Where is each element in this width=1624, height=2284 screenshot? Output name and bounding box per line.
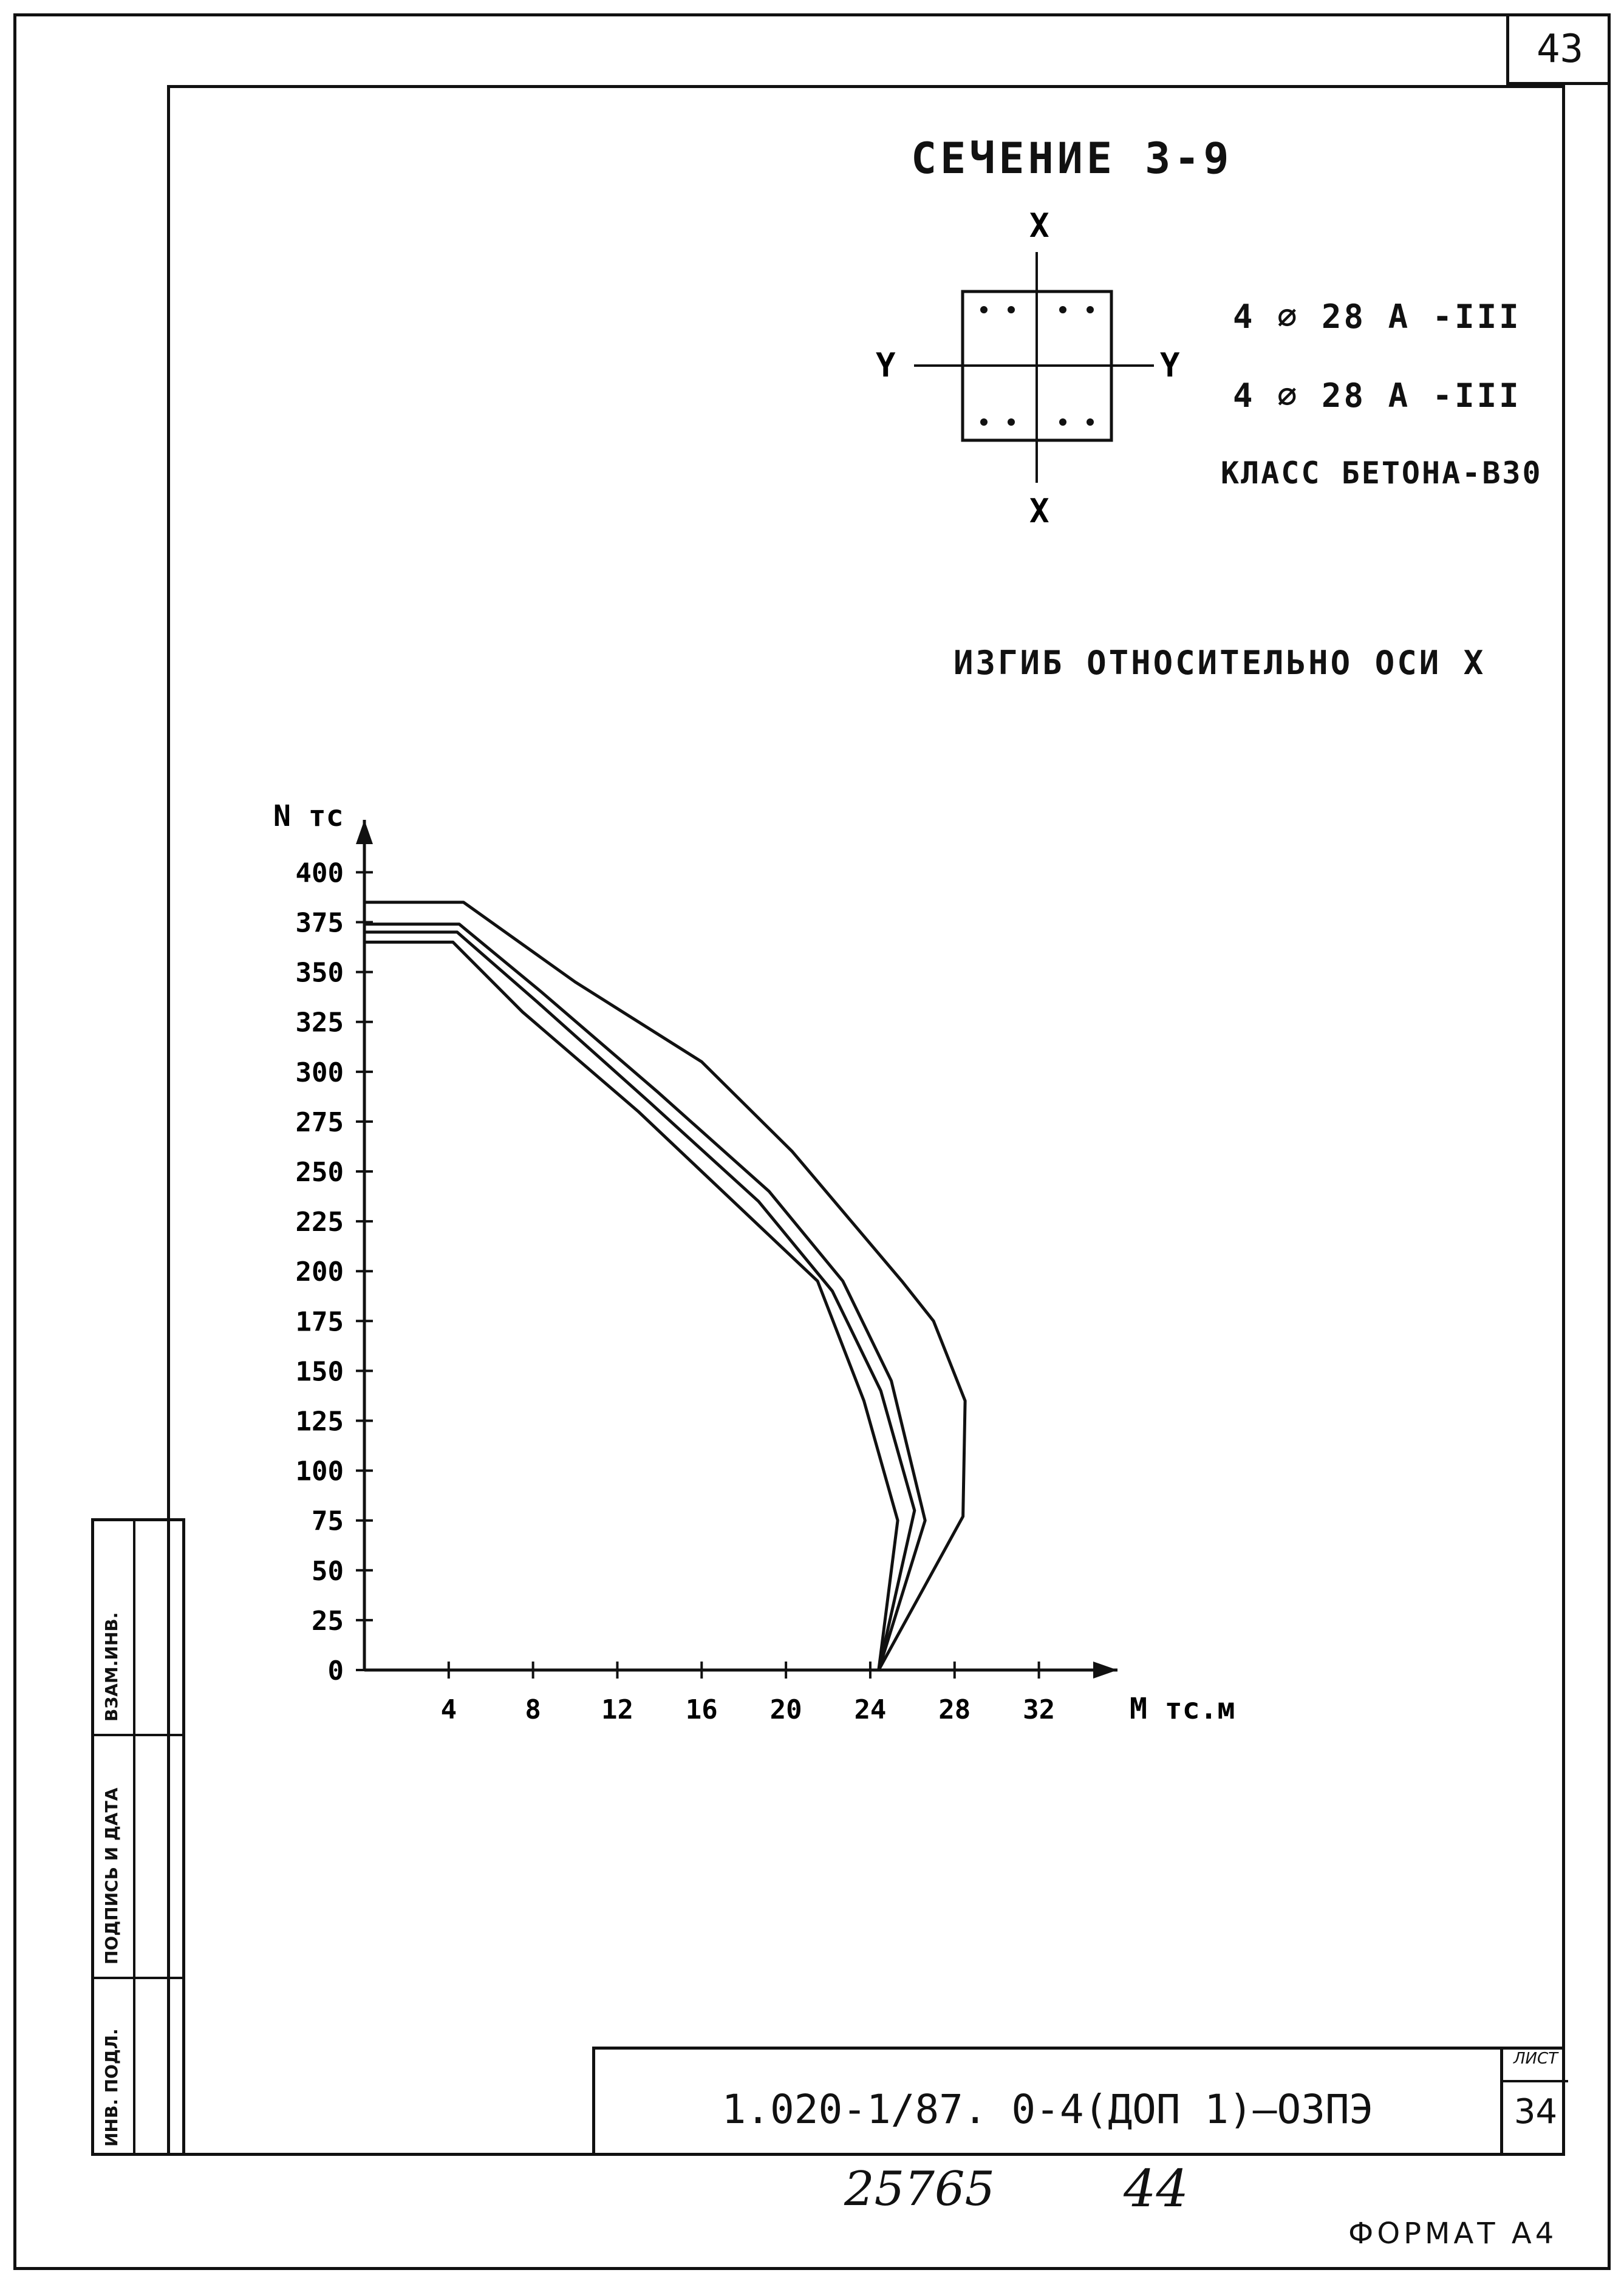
y-axis-arrow bbox=[356, 820, 373, 844]
section-heading: СЕЧЕНИЕ 3-9 bbox=[911, 134, 1233, 183]
chart-axes bbox=[356, 820, 1117, 1679]
y-tick-label: 100 bbox=[295, 1456, 344, 1487]
x-tick-label: 20 bbox=[769, 1694, 802, 1725]
stamp-label-replacement: ВЗАМ.ИНВ. bbox=[101, 1612, 121, 1722]
chart-series bbox=[364, 902, 965, 1670]
y-axis-title: N тс bbox=[273, 799, 344, 833]
y-tick-label: 0 bbox=[327, 1655, 344, 1686]
bending-axis-note: ИЗГИБ ОТНОСИТЕЛЬНО ОСИ X bbox=[954, 644, 1486, 682]
approval-side-table bbox=[91, 1518, 185, 2156]
x-tick-label: 16 bbox=[685, 1694, 718, 1725]
document-code: 1.020-1/87. 0-4(ДОП 1)—ОЗПЭ bbox=[722, 2086, 1374, 2133]
y-tick-label: 275 bbox=[295, 1106, 344, 1138]
stamp-label-signature: ПОДПИСЬ И ДАТА bbox=[101, 1787, 121, 1965]
y-tick-label: 75 bbox=[312, 1505, 344, 1537]
series-line-2 bbox=[364, 932, 915, 1670]
y-tick-label: 200 bbox=[295, 1256, 344, 1288]
y-tick-label: 50 bbox=[312, 1555, 344, 1587]
axis-label-x-bottom: X bbox=[1029, 492, 1049, 530]
sheet-number-box bbox=[1500, 2050, 1568, 2156]
format-note: ФОРМАТ А4 bbox=[1348, 2217, 1558, 2251]
sheet-label: ЛИСТ bbox=[1503, 2050, 1568, 2082]
stamp-label-original: ИНВ. ПОДЛ. bbox=[101, 2028, 121, 2147]
axis-label-y-right: Y bbox=[1160, 346, 1180, 384]
chart-ticks bbox=[296, 857, 1056, 1725]
handwritten-number-b: 44 bbox=[1124, 2159, 1189, 2218]
y-tick-label: 225 bbox=[295, 1207, 344, 1238]
x-axis-title: M тс.м bbox=[1130, 1692, 1235, 1726]
x-tick-label: 32 bbox=[1023, 1694, 1056, 1725]
rebar-spec-bottom: 4 ⌀ 28 A -III bbox=[1233, 377, 1521, 415]
y-tick-label: 400 bbox=[295, 857, 344, 889]
x-tick-label: 4 bbox=[440, 1694, 457, 1725]
x-tick-label: 24 bbox=[854, 1694, 887, 1725]
axis-label-x-top: X bbox=[1029, 206, 1049, 245]
y-tick-label: 150 bbox=[295, 1356, 344, 1388]
top-page-number: 43 bbox=[1536, 27, 1584, 72]
axis-label-y-left: Y bbox=[876, 346, 896, 384]
y-tick-label: 325 bbox=[295, 1007, 344, 1038]
y-tick-label: 125 bbox=[295, 1406, 344, 1437]
y-tick-label: 300 bbox=[295, 1057, 344, 1088]
top-sheet-box bbox=[1506, 13, 1611, 85]
y-tick-label: 250 bbox=[295, 1157, 344, 1188]
sheet-number: 34 bbox=[1513, 2092, 1558, 2132]
y-tick-label: 175 bbox=[295, 1306, 344, 1338]
y-tick-label: 350 bbox=[295, 957, 344, 989]
title-block bbox=[592, 2047, 1565, 2156]
x-axis-arrow bbox=[1093, 1662, 1117, 1679]
series-line-1 bbox=[364, 942, 898, 1670]
y-tick-label: 25 bbox=[312, 1605, 344, 1637]
series-line-3 bbox=[364, 924, 925, 1670]
x-tick-label: 8 bbox=[525, 1694, 541, 1725]
x-tick-label: 28 bbox=[938, 1694, 971, 1725]
concrete-class-label: КЛАСС БЕТОНА-В30 bbox=[1221, 455, 1543, 491]
rebar-spec-top: 4 ⌀ 28 A -III bbox=[1233, 298, 1521, 336]
y-tick-label: 375 bbox=[295, 907, 344, 939]
handwritten-number-a: 25765 bbox=[844, 2162, 995, 2217]
series-line-4 bbox=[364, 902, 965, 1670]
x-tick-label: 12 bbox=[601, 1694, 633, 1725]
